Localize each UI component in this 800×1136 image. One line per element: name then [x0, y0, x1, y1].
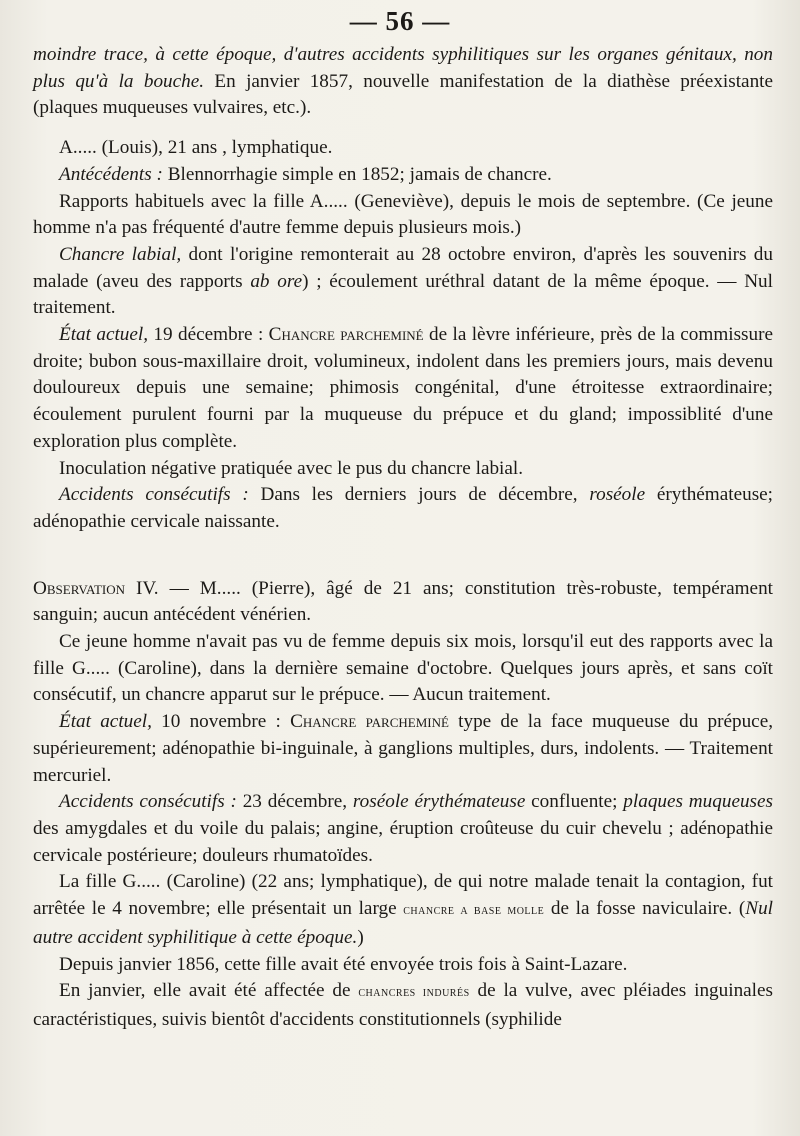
small-caps-text: chancres indurés: [358, 985, 470, 1001]
text-run: de la fosse naviculaire. (: [544, 898, 746, 920]
text-run: Dans les derniers jours de décembre,: [248, 484, 590, 506]
small-caps-text: chancre a base molle: [403, 903, 545, 919]
text-run: La fille G..... (Caroline) (22 ans; lymphatique), de qui notre malade tenait la contagion, fut arrêtée le 4 novembre; elle présentait un large: [33, 871, 773, 920]
text-run: ) ; écoulement uréthral datant de la même époque. — Nul traitement.: [33, 270, 773, 319]
paragraph-etat-actuel-2: [33, 709, 773, 789]
italic-label: Chancre labial,: [59, 243, 182, 265]
italic-text: roséole: [589, 484, 646, 506]
text-run: confluente;: [525, 791, 624, 813]
paragraph-fille-g: [33, 869, 773, 951]
paragraph-accidents: [33, 482, 773, 535]
paragraph-janvier: [33, 978, 773, 1033]
text-run: En janvier 1857, nouvelle manifestation de la diathèse préexistante (plaques muqueuses vulvaires, etc.).: [33, 70, 774, 119]
text-run: ): [357, 926, 364, 948]
text-run: 19 décembre :: [148, 324, 269, 346]
text-run: érythémateuse; adénopathie cervicale naissante.: [33, 484, 774, 532]
paragraph-saint-lazare: Depuis janvier 1856, cette fille avait été envoyée trois fois à Saint-Lazare.: [59, 953, 628, 975]
italic-text: roséole érythémateuse: [352, 791, 526, 813]
paragraph-continuation: [33, 42, 773, 122]
text-run: 10 novembre :: [151, 711, 291, 733]
italic-text: moindre trace, à cette époque, d'autres accidents syphilitiques sur les organes génitaux, non plus qu'à la bouche.: [33, 44, 773, 92]
text-run: type de la face muqueuse du prépuce, supérieurement; adénopathie bi-inguinale, à ganglions multiples, durs, indolents. — Traitement mercuriel.: [33, 711, 774, 786]
page-number: — 56 —: [349, 6, 451, 36]
italic-text: plaques muqueuses: [623, 791, 774, 813]
italic-label: Antécédents :: [59, 163, 163, 185]
italic-label: Accidents consécutifs :: [59, 484, 249, 506]
text-run: — M..... (Pierre), âgé de 21 ans; constitution très-robuste, tempérament sanguin; aucun antécédent vénérien.: [33, 577, 773, 626]
paragraph-rapports: Rapports habituels avec la fille A..... (Geneviève), depuis le mois de septembre. (Ce jeune homme n'a pas fréquenté d'autre femme depuis plusieurs mois.): [33, 190, 773, 239]
small-caps-text: Chancre parcheminé: [268, 324, 424, 346]
observation-heading: Observation IV.: [33, 577, 159, 599]
paragraph-chancre-labial: [33, 242, 773, 322]
paragraph-inoculation: Inoculation négative pratiquée avec le pus du chancre labial.: [59, 457, 524, 479]
text-run: de la lèvre inférieure, près de la commissure droite; bubon sous-maxillaire droit, volumineux, indolent dans les premiers jours, mais devenu douloureux depuis une semaine; phimosis congénital, d'une étroitesse extraordinaire; écoulement purulent fourni par la muqueuse du prépuce et du gland; impossiblité d'une exploration plus complète.: [33, 324, 774, 452]
italic-label: État actuel,: [59, 711, 152, 733]
italic-text: Nul autre accident syphilitique à cette époque.: [33, 898, 773, 948]
paragraph-observation-iv: [33, 576, 773, 629]
text-run: En janvier, elle avait été affectée de: [59, 980, 359, 1002]
italic-text: ab ore: [250, 270, 303, 292]
text-run: 23 décembre,: [236, 791, 353, 813]
page-body: [33, 42, 773, 1034]
italic-label: Accidents consécutifs :: [59, 791, 237, 813]
text-run: dont l'origine remonterait au 28 octobre environ, d'après les souvenirs du malade (aveu des rapports: [33, 243, 773, 292]
text-run: de la vulve, avec pléiades inguinales caractéristiques, suivis bientôt d'accidents constitutionnels (syphilide: [33, 980, 773, 1030]
paragraph-antecedents: [33, 162, 773, 189]
text-run: Blennorrhagie simple en 1852; jamais de chancre.: [162, 163, 552, 185]
paragraph-accidents-2: [33, 789, 773, 869]
patient-heading: A..... (Louis), 21 ans , lymphatique.: [59, 137, 333, 159]
italic-label: État actuel,: [59, 324, 149, 346]
paragraph-history: Ce jeune homme n'avait pas vu de femme depuis six mois, lorsqu'il eut des rapports avec la fille G..... (Caroline), dans la dernière semaine d'octobre. Quelques jours après, et sans coït consécutif, un chancre apparut sur le prépuce. — Aucun traitement.: [33, 631, 773, 706]
paragraph-etat-actuel: [33, 322, 773, 456]
text-run: des amygdales et du voile du palais; angine, éruption croûteuse du cuir chevelu ; adénopathie cervicale postérieure; douleurs rhumatoïdes.: [33, 817, 773, 866]
small-caps-text: Chancre parcheminé: [290, 711, 449, 733]
